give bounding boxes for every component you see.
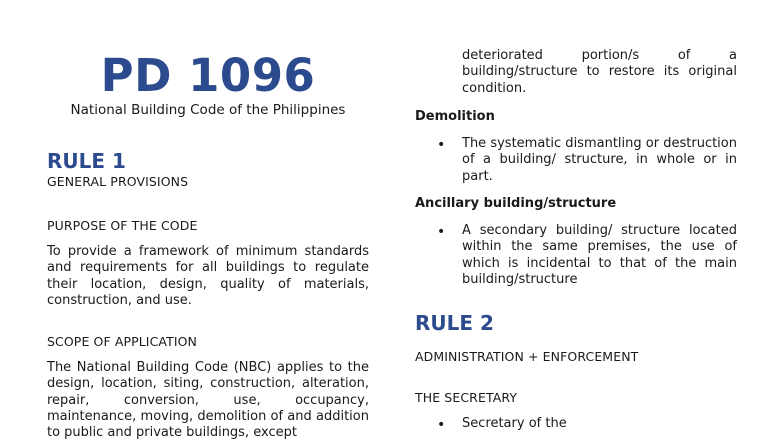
secretary-definition: Secretary of the bbox=[462, 416, 567, 431]
ancillary-heading: Ancillary building/structure bbox=[415, 196, 617, 211]
demolition-heading: Demolition bbox=[415, 109, 495, 124]
demolition-definition: The systematic dismantling or destruction of a building/ structure, in whole or in part. bbox=[462, 136, 737, 184]
continued-bullet-text: deteriorated portion/s of a building/structure to restore its original condition. bbox=[462, 48, 737, 96]
secretary-heading: THE SECRETARY bbox=[415, 390, 518, 405]
rule2-heading: RULE 2 bbox=[415, 311, 494, 335]
document-subtitle: National Building Code of the Philippines bbox=[70, 102, 346, 118]
purpose-paragraph: To provide a framework of minimum standards and requirements for all buildings to regulate their location, design, quality of materials, construction, and use. bbox=[47, 244, 369, 308]
purpose-heading: PURPOSE OF THE CODE bbox=[47, 218, 198, 233]
rule2-subheading: ADMINISTRATION + ENFORCEMENT bbox=[415, 349, 639, 364]
scope-heading: SCOPE OF APPLICATION bbox=[47, 334, 198, 349]
ancillary-definition: A secondary building/ structure located within the same premises, the use of which is incidental to that of the main building/structure bbox=[462, 223, 737, 287]
rule1-heading: RULE 1 bbox=[47, 149, 126, 173]
bullet-icon: • bbox=[437, 137, 446, 153]
rule1-subheading: GENERAL PROVISIONS bbox=[47, 174, 189, 189]
document-title: PD 1096 bbox=[100, 49, 316, 102]
bullet-icon: • bbox=[437, 224, 446, 240]
bullet-icon: • bbox=[437, 417, 446, 433]
scope-paragraph: The National Building Code (NBC) applies to the design, location, siting, construction, alteration, repair, conversion, use, occupancy, maintenance, moving, demolition of and addition to public and private buildings, except bbox=[47, 360, 369, 441]
